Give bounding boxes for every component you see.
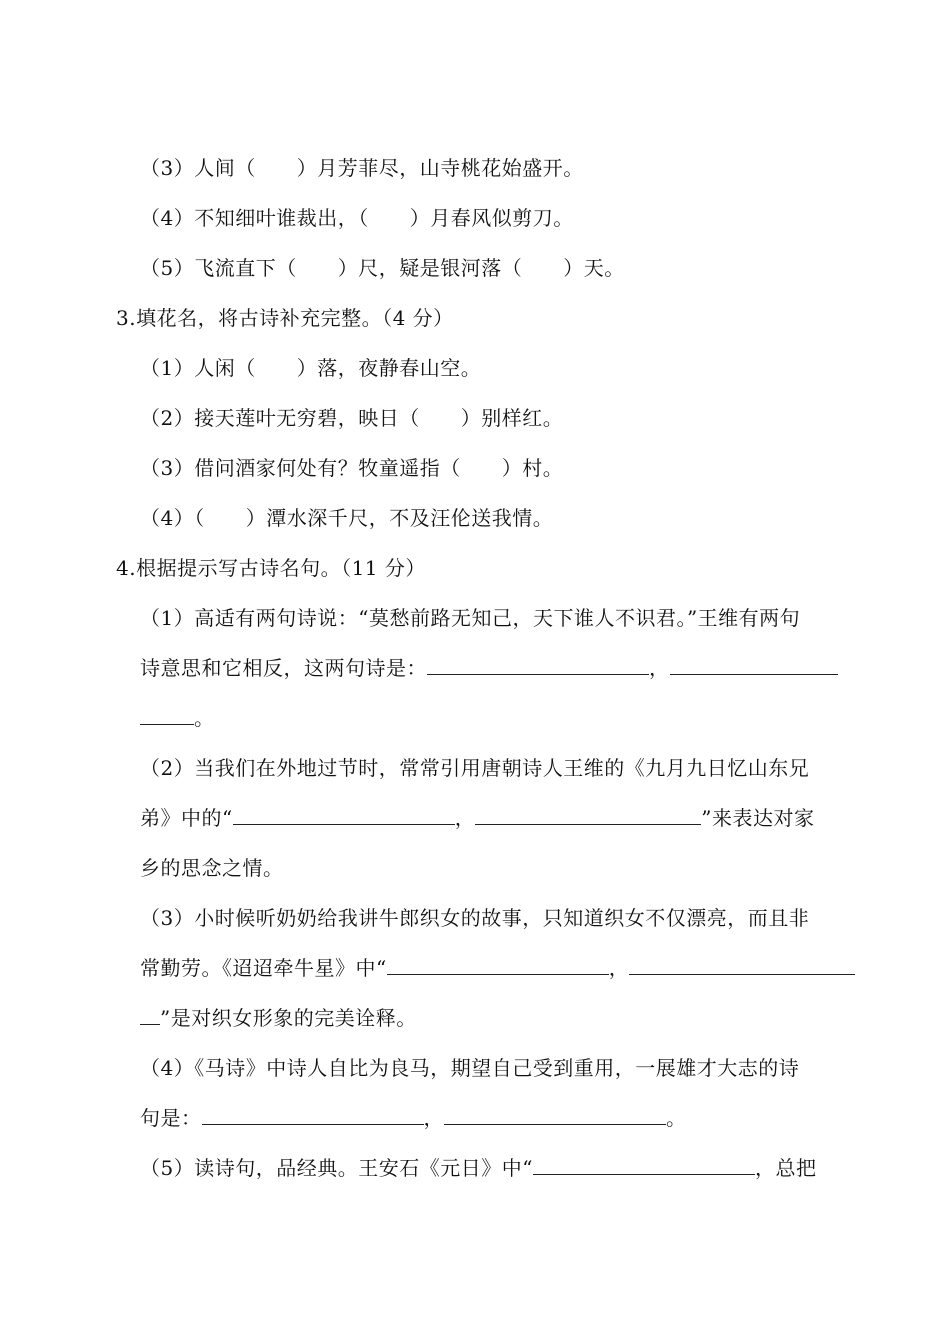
q4-item-3-line-1: （3）小时候听奶奶给我讲牛郎织女的故事，只知道织女不仅漂亮，而且非: [140, 906, 810, 930]
q4-item-2-line-3: 乡的思念之情。: [140, 856, 284, 880]
q4-item-2-line-1: （2）当我们在外地过节时，常常引用唐朝诗人王维的《九月九日忆山东兄: [140, 756, 810, 780]
comma: ，: [608, 956, 630, 980]
question-4-title: 4.根据提示写古诗名句。（11 分）: [116, 556, 426, 580]
comma: ，: [649, 656, 670, 680]
flower-fill-item-3: （3）借问酒家何处有？牧童遥指（ ）村。: [140, 456, 564, 480]
answer-blank[interactable]: [140, 704, 194, 725]
period: 。: [194, 706, 215, 730]
q4-item-2-line-2: [140, 804, 814, 832]
q4-item-1-line-1: （1）高适有两句诗说：“莫愁前路无知己，天下谁人不识君。”王维有两句: [140, 606, 801, 630]
q4-item-5-suffix: ，总把: [754, 1156, 817, 1180]
q4-item-3-suffix: ”是对织女形象的完美诠释。: [160, 1006, 417, 1030]
q4-item-3-prompt: 常勤劳。《迢迢牵牛星》中“: [140, 956, 387, 980]
q4-item-1-prompt: 诗意思和它相反，这两句诗是：: [140, 656, 427, 680]
comma: ，: [454, 806, 476, 830]
q4-item-5-prompt: （5）读诗句，品经典。王安石《元日》中“: [140, 1156, 533, 1180]
answer-blank[interactable]: [444, 1104, 666, 1125]
q4-item-1-line-3: [140, 704, 215, 732]
poem-fill-item-4: （4）不知细叶谁裁出，（ ）月春风似剪刀。: [140, 206, 574, 230]
poem-fill-item-3: （3）人间（ ）月芳菲尽，山寺桃花始盛开。: [140, 156, 584, 180]
q4-item-5-line-1: [140, 1154, 816, 1182]
q4-item-2-prompt: 弟》中的“: [140, 806, 233, 830]
comma: ，: [423, 1106, 444, 1130]
period: 。: [666, 1106, 687, 1130]
answer-blank[interactable]: [533, 1154, 755, 1175]
answer-blank[interactable]: [427, 654, 649, 675]
answer-blank[interactable]: [629, 954, 855, 975]
q4-item-3-line-2: [140, 954, 855, 982]
q4-item-2-suffix: ”来表达对家: [701, 806, 815, 830]
flower-fill-item-2: （2）接天莲叶无穷碧，映日（ ）别样红。: [140, 406, 564, 430]
poem-fill-item-5: （5）飞流直下（ ）尺，疑是银河落（ ）天。: [140, 256, 625, 280]
answer-blank[interactable]: [233, 804, 455, 825]
answer-blank[interactable]: [202, 1104, 424, 1125]
q4-item-4-prompt: 句是：: [140, 1106, 202, 1130]
answer-blank[interactable]: [140, 1004, 160, 1025]
question-3-title: 3.填花名，将古诗补充完整。（4 分）: [116, 306, 454, 330]
flower-fill-item-1: （1）人闲（ ）落，夜静春山空。: [140, 356, 482, 380]
q4-item-3-line-3: [140, 1004, 417, 1032]
flower-fill-item-4: （4）（ ）潭水深千尺，不及汪伦送我情。: [140, 506, 554, 530]
answer-blank[interactable]: [670, 654, 838, 675]
q4-item-4-line-2: [140, 1104, 687, 1132]
answer-blank[interactable]: [475, 804, 701, 825]
answer-blank[interactable]: [387, 954, 609, 975]
q4-item-4-line-1: （4）《马诗》中诗人自比为良马，期望自己受到重用，一展雄才大志的诗: [140, 1056, 800, 1080]
q4-item-1-line-2: [140, 654, 838, 682]
